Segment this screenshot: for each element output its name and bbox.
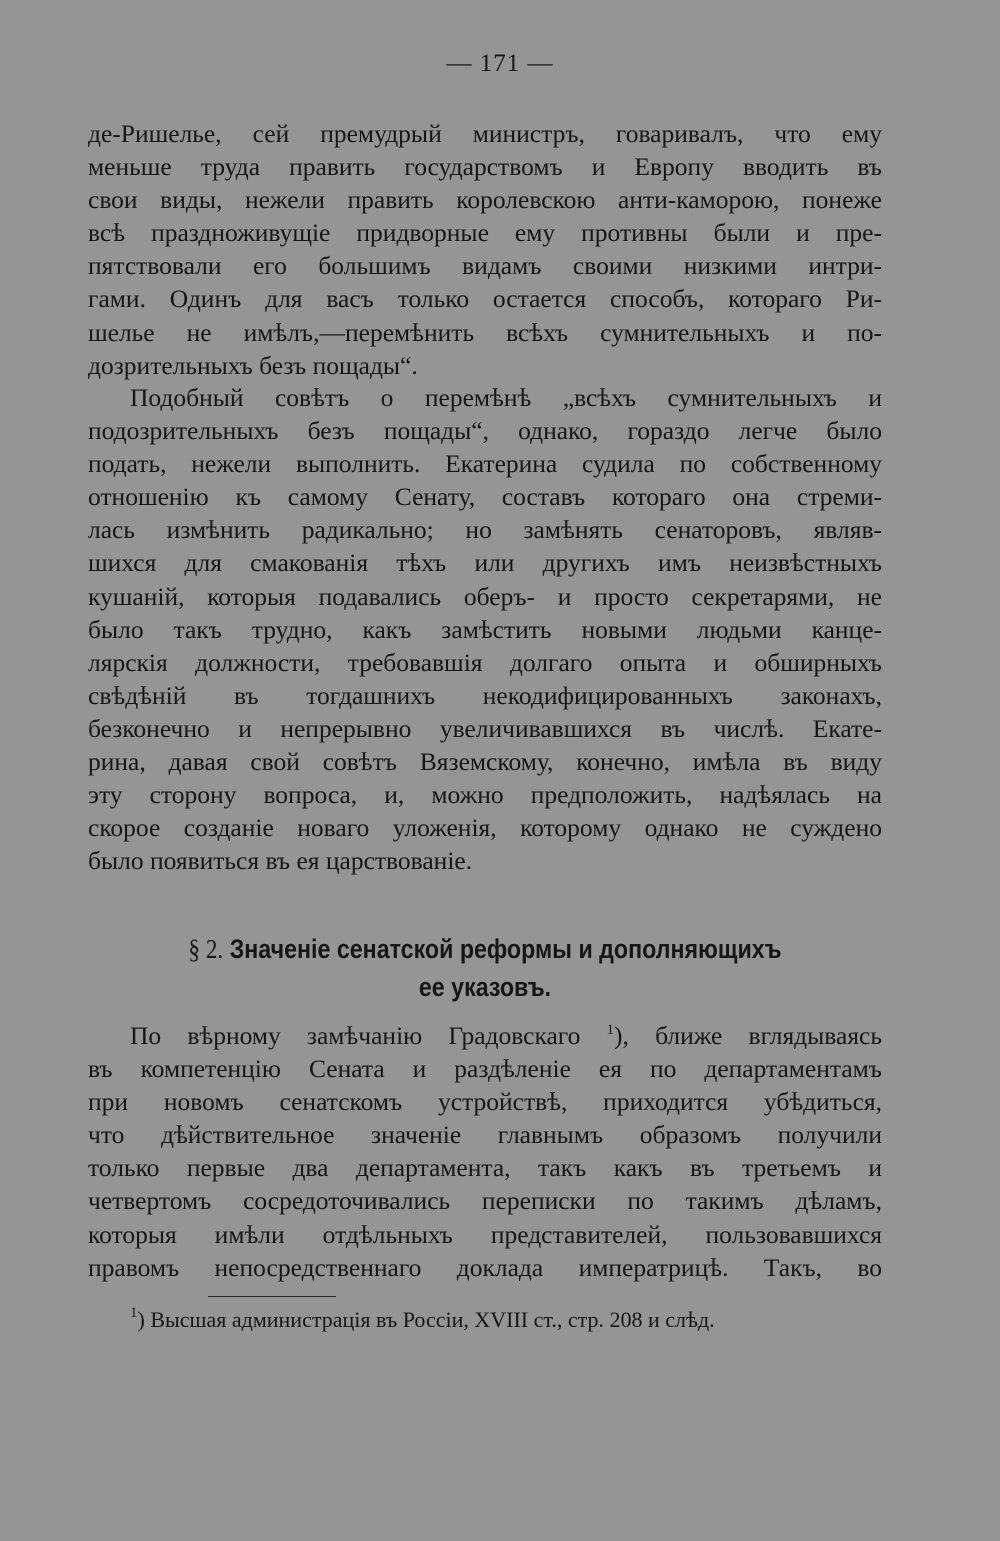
text-line: свѣдѣній въ тогдашнихъ некодифицированныхъ законахъ, bbox=[88, 680, 882, 710]
section-title: Значеніе сенатской реформы и дополняющихъ bbox=[229, 934, 782, 964]
section-mark: § 2. bbox=[188, 934, 224, 964]
footnote-divider bbox=[208, 1296, 336, 1297]
section-heading-line-1 bbox=[144, 930, 827, 968]
page-number: — 171 — bbox=[446, 50, 554, 77]
text-line: де-Ришелье, сей премудрый министръ, говаривалъ, что ему bbox=[88, 119, 882, 148]
text-line: было появиться въ ея царствованіе. bbox=[88, 846, 473, 876]
text-line: подозрительныхъ безъ пощады“, однако, гораздо легче было bbox=[88, 416, 882, 446]
text-line: шихся для смакованія тѣхъ или другихъ имъ неизвѣстныхъ bbox=[88, 548, 882, 578]
text-line: гами. Одинъ для васъ только остается способъ, котораго Ри- bbox=[88, 284, 882, 314]
text-line: всѣ праздноживущіе придворные ему противны были и пре- bbox=[88, 218, 882, 248]
text-line: подать, нежели выполнить. Екатерина судила по собственному bbox=[88, 449, 882, 479]
text-line: при новомъ сенатскомъ устройствѣ, приходится убѣдиться, bbox=[88, 1087, 882, 1117]
text-line: меньше труда править государствомъ и Европу вводить въ bbox=[88, 152, 882, 182]
text-line: рина, давая свой совѣтъ Вяземскому, конечно, имѣла въ виду bbox=[88, 747, 882, 777]
text-line: лась измѣнить радикально; но замѣнять сенаторовъ, являв- bbox=[88, 515, 882, 545]
text-line bbox=[88, 1019, 882, 1052]
footnote-ref: 1 bbox=[606, 1022, 615, 1038]
text-line: что дѣйствительное значеніе главнымъ образомъ получили bbox=[88, 1120, 882, 1150]
footnote-marker: 1 bbox=[130, 1305, 138, 1321]
text-span: По вѣрному замѣчанію Градовскаго bbox=[130, 1021, 581, 1050]
text-line: дозрительныхъ безъ пощады“. bbox=[88, 350, 418, 380]
text-line: Подобный совѣтъ о перемѣнѣ „всѣхъ сумнительныхъ и bbox=[130, 383, 882, 412]
text-line: эту сторону вопроса, и, можно предположить, надѣялась на bbox=[88, 780, 882, 810]
section-heading bbox=[144, 930, 827, 1006]
text-line: кушаній, которыя подавались оберъ- и просто секретарями, не bbox=[88, 581, 882, 611]
text-line: безконечно и непрерывно увеличивавшихся въ числѣ. Екате- bbox=[88, 713, 882, 743]
footnote bbox=[130, 1305, 850, 1335]
text-line: пятствовали его большимъ видамъ своими низкими интри- bbox=[88, 251, 882, 281]
text-line: правомъ непосредственнаго доклада императрицѣ. Такъ, во bbox=[88, 1252, 882, 1282]
section-heading-line-2: ее указовъ. bbox=[418, 972, 552, 1002]
text-line: шелье не имѣлъ,—перемѣнить всѣхъ сумнительныхъ и по- bbox=[88, 317, 882, 347]
footnote-text: ) Высшая администрація въ Россіи, XVIII ст., стр. 208 и слѣд. bbox=[137, 1307, 715, 1332]
paragraph-2 bbox=[88, 381, 882, 877]
text-line: которыя имѣли отдѣльныхъ представителей, пользовавшихся bbox=[88, 1219, 882, 1249]
text-line: скорое созданіе новаго уложенія, которому однако не суждено bbox=[88, 813, 882, 843]
text-line: свои виды, нежели править королевскою анти-каморою, понеже bbox=[88, 185, 882, 215]
text-line: было такъ трудно, какъ замѣстить новыми людьми канце- bbox=[88, 614, 882, 644]
text-span: ), ближе вглядываясь bbox=[614, 1021, 882, 1050]
text-line: только первые два департамента, такъ какъ въ третьемъ и bbox=[88, 1153, 882, 1183]
text-line: отношенію къ самому Сенату, составъ котораго она стреми- bbox=[88, 482, 882, 512]
text-line: четвертомъ сосредоточивались переписки по такимъ дѣламъ, bbox=[88, 1186, 882, 1216]
text-line: лярскія должности, требовавшія долгаго опыта и обширныхъ bbox=[88, 647, 882, 677]
paragraph-3 bbox=[88, 1019, 882, 1284]
paragraph-1 bbox=[88, 117, 882, 382]
text-line: въ компетенцію Сената и раздѣленіе ея по департаментамъ bbox=[88, 1054, 882, 1084]
